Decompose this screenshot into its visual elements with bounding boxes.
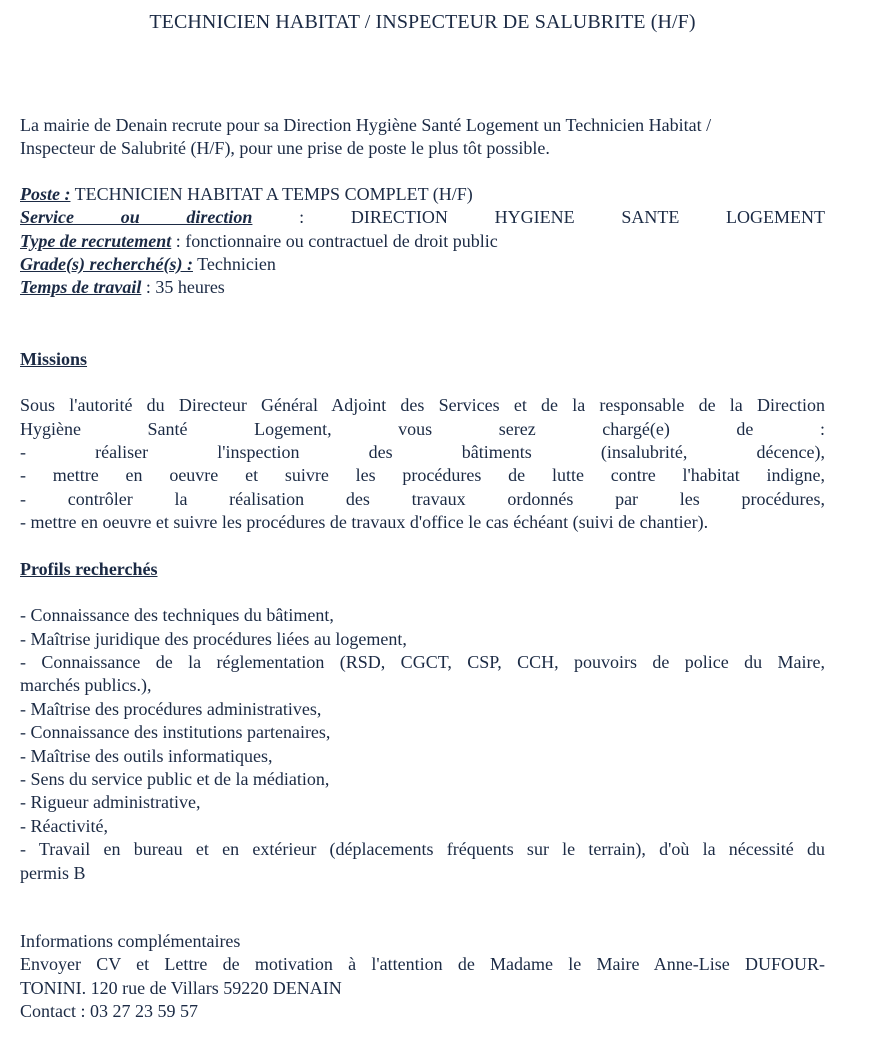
field-grade [20, 253, 825, 276]
profil-item: - Maîtrise juridique des procédures liées au logement, [20, 628, 407, 649]
field-temps-value: : 35 heures [141, 277, 225, 298]
field-temps-label: Temps de travail [20, 277, 142, 298]
profil-item: - Maîtrise des procédures administratives, [20, 698, 322, 719]
info-heading: Informations complémentaires [20, 930, 241, 951]
profil-item: - Travail en bureau et en extérieur (déplacements fréquents sur le terrain), d'où la nécessité du [20, 839, 825, 860]
field-type [20, 230, 825, 253]
profil-item: - Connaissance de la réglementation (RSD, CGCT, CSP, CCH, pouvoirs de police du Maire, [20, 651, 825, 672]
field-poste-label: Poste : [20, 183, 71, 204]
field-poste [20, 183, 825, 206]
profil-item: - Maîtrise des outils informatiques, [20, 745, 273, 766]
profil-item: - Rigueur administrative, [20, 792, 201, 813]
info-section [20, 930, 825, 1024]
mission-item: - mettre en oeuvre et suivre les procédures de lutte contre l'habitat indigne, [20, 465, 825, 486]
intro-line-2: Inspecteur de Salubrité (H/F), pour une prise de poste le plus tôt possible. [20, 138, 550, 159]
field-grade-label: Grade(s) recherché(s) : [20, 254, 193, 275]
missions-list [20, 394, 825, 534]
info-line-2: TONINI. 120 rue de Villars 59220 DENAIN [20, 977, 342, 998]
intro-paragraph [20, 114, 825, 161]
profil-item-cont: marchés publics.), [20, 675, 152, 696]
mission-item: - réaliser l'inspection des bâtiments (insalubrité, décence), [20, 442, 825, 463]
job-details [20, 183, 825, 300]
profil-item: - Connaissance des institutions partenaires, [20, 722, 331, 743]
mission-item: - contrôler la réalisation des travaux ordonnés par les procédures, [20, 488, 825, 509]
profil-item: - Réactivité, [20, 815, 108, 836]
profils-list [20, 604, 825, 885]
page-title: TECHNICIEN HABITAT / INSPECTEUR DE SALUBRITE (H/F) [149, 11, 696, 33]
profil-item: - Connaissance des techniques du bâtiment, [20, 605, 334, 626]
profil-item: - Sens du service public et de la médiation, [20, 768, 330, 789]
profil-item-cont: permis B [20, 862, 86, 883]
missions-intro-line-2: Hygiène Santé Logement, vous serez chargé(e) de : [20, 418, 825, 439]
field-service-label: Service ou direction [20, 207, 253, 228]
field-type-label: Type de recrutement [20, 230, 172, 251]
field-grade-value: Technicien [192, 254, 276, 275]
info-line-1: Envoyer CV et Lettre de motivation à l'attention de Madame le Maire Anne-Lise DUFOUR- [20, 954, 825, 975]
missions-intro-line-1: Sous l'autorité du Directeur Général Adjoint des Services et de la responsable de la Direction [20, 395, 825, 416]
field-service-sep: : [299, 207, 305, 228]
job-posting-page [20, 0, 825, 1024]
field-poste-value: TECHNICIEN HABITAT A TEMPS COMPLET (H/F) [70, 183, 473, 204]
field-service-value: DIRECTION HYGIENE SANTE LOGEMENT [350, 207, 826, 228]
profils-heading: Profils recherchés [20, 558, 158, 579]
field-service [20, 206, 825, 229]
field-temps [20, 276, 825, 299]
field-type-value: : fonctionnaire ou contractuel de droit public [171, 230, 498, 251]
contact-phone: Contact : 03 27 23 59 57 [20, 1001, 198, 1022]
missions-heading: Missions [20, 348, 88, 369]
mission-item: - mettre en oeuvre et suivre les procédures de travaux d'office le cas échéant (suivi de chantier). [20, 512, 709, 533]
intro-line-1: La mairie de Denain recrute pour sa Direction Hygiène Santé Logement un Technicien Habitat / [20, 115, 712, 135]
